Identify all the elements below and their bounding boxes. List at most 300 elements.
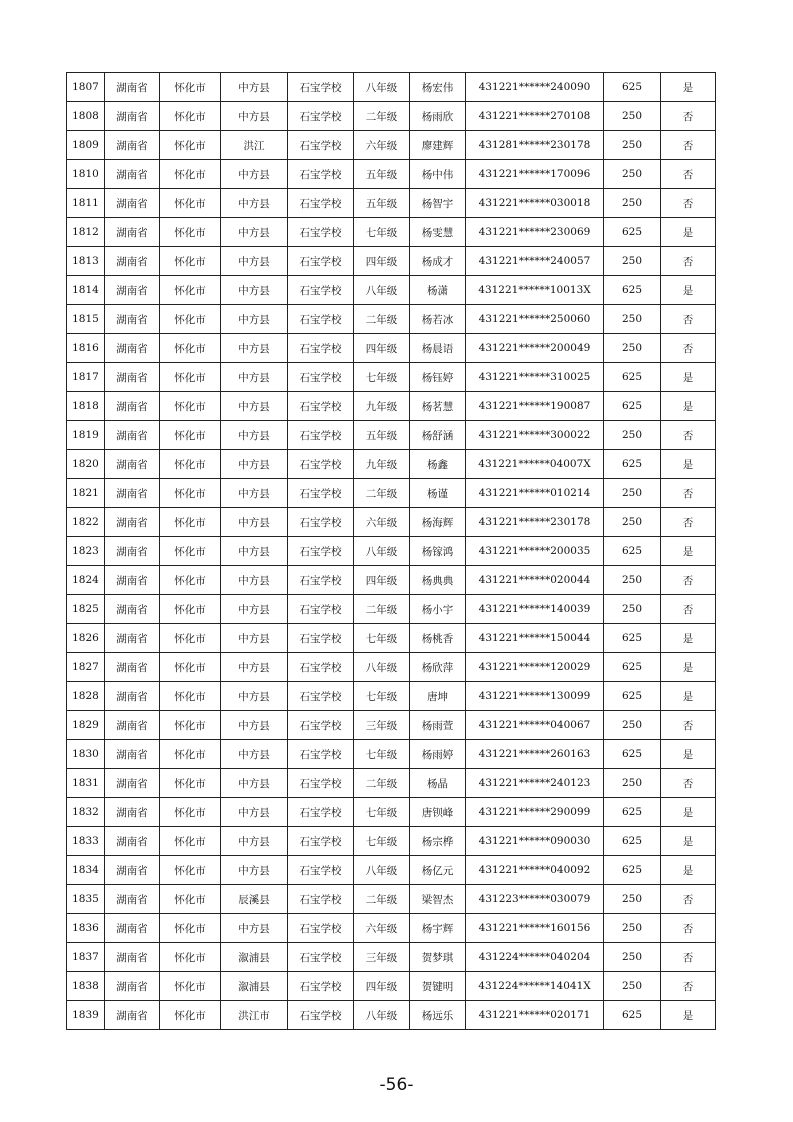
seq-cell: 1834 <box>67 856 105 885</box>
amount-cell: 625 <box>604 537 661 566</box>
table-row <box>67 479 716 508</box>
grade-cell: 八年级 <box>354 856 410 885</box>
province-cell: 湖南省 <box>105 711 160 740</box>
amount-cell: 625 <box>604 856 661 885</box>
city-cell: 怀化市 <box>160 1001 221 1030</box>
province-cell: 湖南省 <box>105 479 160 508</box>
grade-cell: 七年级 <box>354 740 410 769</box>
school-cell: 石宝学校 <box>288 856 354 885</box>
grade-cell: 九年级 <box>354 392 410 421</box>
city-cell: 怀化市 <box>160 885 221 914</box>
city-cell: 怀化市 <box>160 131 221 160</box>
grade-cell: 四年级 <box>354 566 410 595</box>
grade-cell: 二年级 <box>354 102 410 131</box>
flag-cell: 是 <box>661 450 716 479</box>
amount-cell: 250 <box>604 769 661 798</box>
seq-cell: 1810 <box>67 160 105 189</box>
id-number-cell: 431221******040067 <box>466 711 604 740</box>
province-cell: 湖南省 <box>105 131 160 160</box>
seq-cell: 1817 <box>67 363 105 392</box>
name-cell: 杨小宇 <box>410 595 466 624</box>
province-cell: 湖南省 <box>105 160 160 189</box>
amount-cell: 250 <box>604 566 661 595</box>
grade-cell: 三年级 <box>354 711 410 740</box>
seq-cell: 1833 <box>67 827 105 856</box>
grade-cell: 二年级 <box>354 595 410 624</box>
city-cell: 怀化市 <box>160 160 221 189</box>
amount-cell: 250 <box>604 479 661 508</box>
county-cell: 中方县 <box>221 798 288 827</box>
id-number-cell: 431221******200049 <box>466 334 604 363</box>
name-cell: 杨谨 <box>410 479 466 508</box>
county-cell: 中方县 <box>221 508 288 537</box>
city-cell: 怀化市 <box>160 595 221 624</box>
county-cell: 中方县 <box>221 276 288 305</box>
province-cell: 湖南省 <box>105 450 160 479</box>
county-cell: 中方县 <box>221 740 288 769</box>
seq-cell: 1813 <box>67 247 105 276</box>
city-cell: 怀化市 <box>160 682 221 711</box>
province-cell: 湖南省 <box>105 885 160 914</box>
name-cell: 杨欣萍 <box>410 653 466 682</box>
table-row <box>67 885 716 914</box>
province-cell: 湖南省 <box>105 624 160 653</box>
table-row <box>67 450 716 479</box>
amount-cell: 250 <box>604 508 661 537</box>
flag-cell: 是 <box>661 740 716 769</box>
amount-cell: 250 <box>604 711 661 740</box>
school-cell: 石宝学校 <box>288 102 354 131</box>
name-cell: 杨潇 <box>410 276 466 305</box>
amount-cell: 250 <box>604 334 661 363</box>
school-cell: 石宝学校 <box>288 740 354 769</box>
seq-cell: 1829 <box>67 711 105 740</box>
seq-cell: 1812 <box>67 218 105 247</box>
city-cell: 怀化市 <box>160 740 221 769</box>
amount-cell: 625 <box>604 276 661 305</box>
county-cell: 中方县 <box>221 218 288 247</box>
name-cell: 杨亿元 <box>410 856 466 885</box>
county-cell: 中方县 <box>221 856 288 885</box>
province-cell: 湖南省 <box>105 102 160 131</box>
city-cell: 怀化市 <box>160 566 221 595</box>
table-row <box>67 160 716 189</box>
amount-cell: 625 <box>604 653 661 682</box>
city-cell: 怀化市 <box>160 421 221 450</box>
grade-cell: 五年级 <box>354 160 410 189</box>
county-cell: 中方县 <box>221 479 288 508</box>
school-cell: 石宝学校 <box>288 392 354 421</box>
county-cell: 中方县 <box>221 392 288 421</box>
flag-cell: 否 <box>661 769 716 798</box>
province-cell: 湖南省 <box>105 189 160 218</box>
table-row <box>67 856 716 885</box>
table-row <box>67 334 716 363</box>
id-number-cell: 431221******090030 <box>466 827 604 856</box>
school-cell: 石宝学校 <box>288 653 354 682</box>
grade-cell: 七年级 <box>354 624 410 653</box>
seq-cell: 1827 <box>67 653 105 682</box>
city-cell: 怀化市 <box>160 943 221 972</box>
province-cell: 湖南省 <box>105 566 160 595</box>
province-cell: 湖南省 <box>105 305 160 334</box>
name-cell: 贺键明 <box>410 972 466 1001</box>
grade-cell: 二年级 <box>354 769 410 798</box>
flag-cell: 否 <box>661 508 716 537</box>
flag-cell: 否 <box>661 595 716 624</box>
table-row <box>67 711 716 740</box>
table-row <box>67 566 716 595</box>
province-cell: 湖南省 <box>105 595 160 624</box>
flag-cell: 否 <box>661 334 716 363</box>
table-row <box>67 189 716 218</box>
county-cell: 中方县 <box>221 363 288 392</box>
table-row <box>67 798 716 827</box>
id-number-cell: 431221******260163 <box>466 740 604 769</box>
flag-cell: 是 <box>661 537 716 566</box>
city-cell: 怀化市 <box>160 334 221 363</box>
id-number-cell: 431223******030079 <box>466 885 604 914</box>
name-cell: 杨晶 <box>410 769 466 798</box>
province-cell: 湖南省 <box>105 914 160 943</box>
school-cell: 石宝学校 <box>288 131 354 160</box>
school-cell: 石宝学校 <box>288 711 354 740</box>
flag-cell: 否 <box>661 566 716 595</box>
name-cell: 杨雨萱 <box>410 711 466 740</box>
county-cell: 中方县 <box>221 421 288 450</box>
school-cell: 石宝学校 <box>288 160 354 189</box>
page-number: -56- <box>379 1075 414 1095</box>
id-number-cell: 431221******240057 <box>466 247 604 276</box>
grade-cell: 七年级 <box>354 682 410 711</box>
seq-cell: 1819 <box>67 421 105 450</box>
table-row <box>67 276 716 305</box>
school-cell: 石宝学校 <box>288 624 354 653</box>
amount-cell: 250 <box>604 914 661 943</box>
grade-cell: 五年级 <box>354 189 410 218</box>
grade-cell: 二年级 <box>354 885 410 914</box>
name-cell: 杨钰婷 <box>410 363 466 392</box>
school-cell: 石宝学校 <box>288 247 354 276</box>
county-cell: 中方县 <box>221 914 288 943</box>
province-cell: 湖南省 <box>105 363 160 392</box>
name-cell: 杨宏伟 <box>410 73 466 102</box>
grade-cell: 四年级 <box>354 247 410 276</box>
id-number-cell: 431221******240090 <box>466 73 604 102</box>
flag-cell: 是 <box>661 624 716 653</box>
table-row <box>67 102 716 131</box>
flag-cell: 是 <box>661 363 716 392</box>
seq-cell: 1825 <box>67 595 105 624</box>
amount-cell: 250 <box>604 421 661 450</box>
flag-cell: 否 <box>661 189 716 218</box>
grade-cell: 五年级 <box>354 421 410 450</box>
grade-cell: 六年级 <box>354 131 410 160</box>
grade-cell: 七年级 <box>354 798 410 827</box>
grade-cell: 四年级 <box>354 972 410 1001</box>
id-number-cell: 431221******040092 <box>466 856 604 885</box>
city-cell: 怀化市 <box>160 769 221 798</box>
school-cell: 石宝学校 <box>288 769 354 798</box>
id-number-cell: 431221******010214 <box>466 479 604 508</box>
flag-cell: 否 <box>661 247 716 276</box>
province-cell: 湖南省 <box>105 682 160 711</box>
seq-cell: 1820 <box>67 450 105 479</box>
id-number-cell: 431221******10013X <box>466 276 604 305</box>
amount-cell: 625 <box>604 682 661 711</box>
city-cell: 怀化市 <box>160 972 221 1001</box>
seq-cell: 1809 <box>67 131 105 160</box>
county-cell: 中方县 <box>221 537 288 566</box>
id-number-cell: 431221******230069 <box>466 218 604 247</box>
name-cell: 杨晨语 <box>410 334 466 363</box>
table-row <box>67 682 716 711</box>
province-cell: 湖南省 <box>105 740 160 769</box>
province-cell: 湖南省 <box>105 508 160 537</box>
grade-cell: 七年级 <box>354 218 410 247</box>
province-cell: 湖南省 <box>105 73 160 102</box>
seq-cell: 1836 <box>67 914 105 943</box>
name-cell: 杨雨欣 <box>410 102 466 131</box>
table-row <box>67 392 716 421</box>
flag-cell: 否 <box>661 479 716 508</box>
name-cell: 杨镓鸿 <box>410 537 466 566</box>
grade-cell: 六年级 <box>354 914 410 943</box>
id-number-cell: 431221******020044 <box>466 566 604 595</box>
id-number-cell: 431221******300022 <box>466 421 604 450</box>
school-cell: 石宝学校 <box>288 566 354 595</box>
flag-cell: 是 <box>661 218 716 247</box>
name-cell: 梁智杰 <box>410 885 466 914</box>
seq-cell: 1832 <box>67 798 105 827</box>
city-cell: 怀化市 <box>160 102 221 131</box>
province-cell: 湖南省 <box>105 827 160 856</box>
school-cell: 石宝学校 <box>288 798 354 827</box>
table-row <box>67 827 716 856</box>
school-cell: 石宝学校 <box>288 305 354 334</box>
grade-cell: 七年级 <box>354 363 410 392</box>
province-cell: 湖南省 <box>105 537 160 566</box>
city-cell: 怀化市 <box>160 653 221 682</box>
seq-cell: 1826 <box>67 624 105 653</box>
id-number-cell: 431221******270108 <box>466 102 604 131</box>
flag-cell: 是 <box>661 73 716 102</box>
city-cell: 怀化市 <box>160 798 221 827</box>
name-cell: 杨舒涵 <box>410 421 466 450</box>
county-cell: 中方县 <box>221 566 288 595</box>
id-number-cell: 431221******250060 <box>466 305 604 334</box>
flag-cell: 否 <box>661 131 716 160</box>
city-cell: 怀化市 <box>160 624 221 653</box>
flag-cell: 否 <box>661 914 716 943</box>
amount-cell: 250 <box>604 160 661 189</box>
id-number-cell: 431221******200035 <box>466 537 604 566</box>
county-cell: 中方县 <box>221 653 288 682</box>
school-cell: 石宝学校 <box>288 914 354 943</box>
amount-cell: 625 <box>604 827 661 856</box>
name-cell: 杨典典 <box>410 566 466 595</box>
table-row <box>67 1001 716 1030</box>
seq-cell: 1831 <box>67 769 105 798</box>
grade-cell: 四年级 <box>354 334 410 363</box>
county-cell: 溆浦县 <box>221 943 288 972</box>
province-cell: 湖南省 <box>105 247 160 276</box>
seq-cell: 1830 <box>67 740 105 769</box>
table-row <box>67 218 716 247</box>
flag-cell: 是 <box>661 392 716 421</box>
province-cell: 湖南省 <box>105 276 160 305</box>
id-number-cell: 431221******140039 <box>466 595 604 624</box>
school-cell: 石宝学校 <box>288 334 354 363</box>
county-cell: 洪江市 <box>221 1001 288 1030</box>
county-cell: 中方县 <box>221 160 288 189</box>
grade-cell: 八年级 <box>354 653 410 682</box>
flag-cell: 否 <box>661 943 716 972</box>
amount-cell: 250 <box>604 131 661 160</box>
name-cell: 杨海辉 <box>410 508 466 537</box>
province-cell: 湖南省 <box>105 856 160 885</box>
school-cell: 石宝学校 <box>288 943 354 972</box>
name-cell: 杨若冰 <box>410 305 466 334</box>
name-cell: 杨茗慧 <box>410 392 466 421</box>
id-number-cell: 431221******120029 <box>466 653 604 682</box>
name-cell: 廖建辉 <box>410 131 466 160</box>
school-cell: 石宝学校 <box>288 827 354 856</box>
grade-cell: 二年级 <box>354 479 410 508</box>
province-cell: 湖南省 <box>105 421 160 450</box>
school-cell: 石宝学校 <box>288 450 354 479</box>
amount-cell: 250 <box>604 102 661 131</box>
grade-cell: 三年级 <box>354 943 410 972</box>
table-row <box>67 421 716 450</box>
province-cell: 湖南省 <box>105 769 160 798</box>
name-cell: 杨桃香 <box>410 624 466 653</box>
table-row <box>67 537 716 566</box>
grade-cell: 九年级 <box>354 450 410 479</box>
school-cell: 石宝学校 <box>288 218 354 247</box>
grade-cell: 八年级 <box>354 537 410 566</box>
city-cell: 怀化市 <box>160 218 221 247</box>
amount-cell: 625 <box>604 624 661 653</box>
school-cell: 石宝学校 <box>288 972 354 1001</box>
flag-cell: 否 <box>661 885 716 914</box>
flag-cell: 是 <box>661 682 716 711</box>
name-cell: 唐坤 <box>410 682 466 711</box>
school-cell: 石宝学校 <box>288 73 354 102</box>
city-cell: 怀化市 <box>160 392 221 421</box>
id-number-cell: 431221******310025 <box>466 363 604 392</box>
county-cell: 中方县 <box>221 827 288 856</box>
flag-cell: 是 <box>661 653 716 682</box>
table-row <box>67 740 716 769</box>
seq-cell: 1824 <box>67 566 105 595</box>
school-cell: 石宝学校 <box>288 363 354 392</box>
province-cell: 湖南省 <box>105 798 160 827</box>
school-cell: 石宝学校 <box>288 595 354 624</box>
city-cell: 怀化市 <box>160 914 221 943</box>
id-number-cell: 431221******130099 <box>466 682 604 711</box>
amount-cell: 625 <box>604 73 661 102</box>
seq-cell: 1814 <box>67 276 105 305</box>
seq-cell: 1838 <box>67 972 105 1001</box>
amount-cell: 625 <box>604 740 661 769</box>
table-row <box>67 131 716 160</box>
name-cell: 唐钡峰 <box>410 798 466 827</box>
name-cell: 杨雯慧 <box>410 218 466 247</box>
school-cell: 石宝学校 <box>288 276 354 305</box>
flag-cell: 是 <box>661 1001 716 1030</box>
name-cell: 贺梦琪 <box>410 943 466 972</box>
id-number-cell: 431221******290099 <box>466 798 604 827</box>
flag-cell: 是 <box>661 276 716 305</box>
amount-cell: 250 <box>604 972 661 1001</box>
grade-cell: 八年级 <box>354 276 410 305</box>
county-cell: 洪江 <box>221 131 288 160</box>
province-cell: 湖南省 <box>105 218 160 247</box>
id-number-cell: 431221******160156 <box>466 914 604 943</box>
student-table <box>66 72 716 1030</box>
province-cell: 湖南省 <box>105 1001 160 1030</box>
id-number-cell: 431221******170096 <box>466 160 604 189</box>
seq-cell: 1816 <box>67 334 105 363</box>
grade-cell: 六年级 <box>354 508 410 537</box>
amount-cell: 250 <box>604 595 661 624</box>
table-body <box>67 73 716 1030</box>
name-cell: 杨宗桦 <box>410 827 466 856</box>
table-row <box>67 73 716 102</box>
seq-cell: 1822 <box>67 508 105 537</box>
seq-cell: 1821 <box>67 479 105 508</box>
table-row <box>67 914 716 943</box>
name-cell: 杨智宇 <box>410 189 466 218</box>
city-cell: 怀化市 <box>160 73 221 102</box>
id-number-cell: 431221******030018 <box>466 189 604 218</box>
flag-cell: 否 <box>661 421 716 450</box>
county-cell: 中方县 <box>221 305 288 334</box>
seq-cell: 1823 <box>67 537 105 566</box>
city-cell: 怀化市 <box>160 479 221 508</box>
name-cell: 杨鑫 <box>410 450 466 479</box>
grade-cell: 八年级 <box>354 1001 410 1030</box>
city-cell: 怀化市 <box>160 827 221 856</box>
name-cell: 杨成才 <box>410 247 466 276</box>
seq-cell: 1815 <box>67 305 105 334</box>
id-number-cell: 431221******150044 <box>466 624 604 653</box>
id-number-cell: 431221******190087 <box>466 392 604 421</box>
id-number-cell: 431224******040204 <box>466 943 604 972</box>
county-cell: 中方县 <box>221 595 288 624</box>
id-number-cell: 431224******14041X <box>466 972 604 1001</box>
province-cell: 湖南省 <box>105 653 160 682</box>
name-cell: 杨远乐 <box>410 1001 466 1030</box>
amount-cell: 250 <box>604 885 661 914</box>
school-cell: 石宝学校 <box>288 508 354 537</box>
county-cell: 中方县 <box>221 624 288 653</box>
school-cell: 石宝学校 <box>288 885 354 914</box>
flag-cell: 否 <box>661 160 716 189</box>
name-cell: 杨中伟 <box>410 160 466 189</box>
table-row <box>67 305 716 334</box>
flag-cell: 是 <box>661 798 716 827</box>
flag-cell: 是 <box>661 827 716 856</box>
school-cell: 石宝学校 <box>288 479 354 508</box>
school-cell: 石宝学校 <box>288 421 354 450</box>
county-cell: 中方县 <box>221 711 288 740</box>
province-cell: 湖南省 <box>105 334 160 363</box>
amount-cell: 625 <box>604 450 661 479</box>
county-cell: 中方县 <box>221 450 288 479</box>
table-row <box>67 653 716 682</box>
